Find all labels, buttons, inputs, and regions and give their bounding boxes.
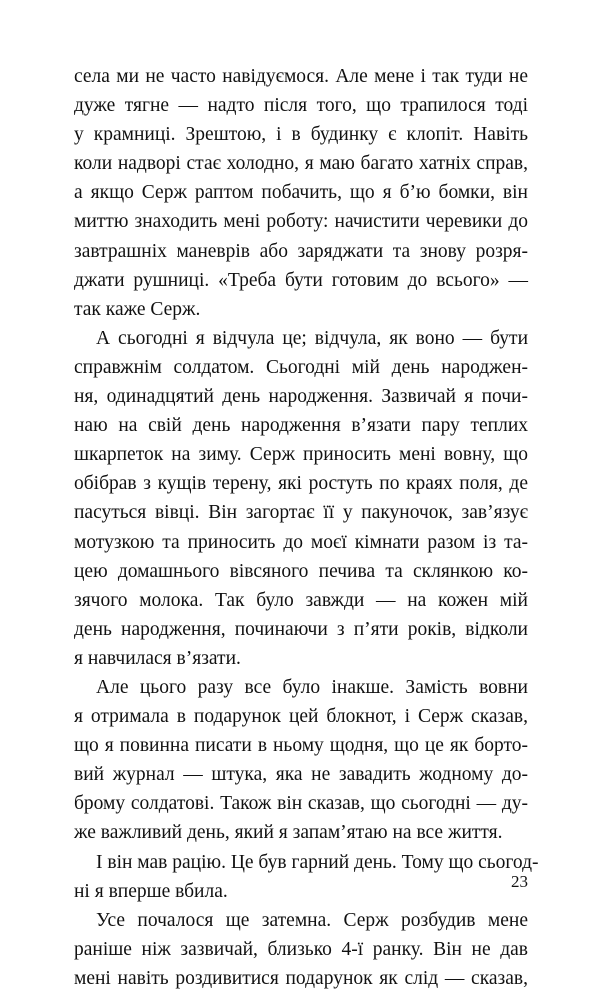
- text-line: цею домашнього вівсяного печива та склянкою ко-: [74, 560, 528, 582]
- text-line: а якщо Серж раптом побачить, що я б’ю бомки, він: [74, 182, 528, 204]
- text-line: джати рушниці. «Треба бути готовим до всього» —: [74, 269, 528, 291]
- text-line: наю на свій день народження в’язати пару теплих: [74, 415, 528, 437]
- text-line: я отримала в подарунок цей блокнот, і Серж сказав,: [74, 706, 528, 728]
- text-line: Але цього разу все було інакше. Замість вовни: [96, 676, 528, 698]
- text-line: коли надворі стає холодно, я маю багато хатніх справ,: [74, 153, 528, 175]
- text-line: так каже Серж.: [74, 298, 201, 320]
- page-body: [74, 62, 539, 993]
- text-line: брому солдатові. Також він сказав, що сьогодні — ду-: [74, 793, 528, 815]
- text-line: же важливий день, який я запам’ятаю на все життя.: [74, 822, 503, 844]
- text-line: раніше ніж зазвичай, близько 4-ї ранку. Він не дав: [74, 938, 528, 960]
- text-line: мотузкою та приносить до моєї кімнати разом із та-: [74, 531, 528, 553]
- text-line: дуже тягне — надто після того, що трапилося тоді: [74, 95, 528, 117]
- paragraph-2: [74, 324, 528, 673]
- text-line: що я повинна писати в ньому щодня, що це як борто-: [74, 735, 528, 757]
- text-line: І він мав рацію. Це був гарний день. Тому що сьогод-: [96, 851, 539, 873]
- text-line: я навчилася в’язати.: [74, 647, 241, 669]
- text-line: А сьогодні я відчула це; відчула, як воно — бути: [96, 327, 528, 349]
- text-line: день народження, починаючи з п’яти років, відколи: [74, 618, 528, 640]
- text-line: пасуться вівці. Він загортає її у пакуночок, зав’язує: [74, 502, 528, 524]
- paragraph-5: [74, 906, 528, 993]
- paragraph-4: [74, 848, 539, 906]
- text-line: мені навіть роздивитися подарунок як слід — сказав,: [74, 967, 528, 989]
- text-line: ні я вперше вбила.: [74, 880, 228, 902]
- text-line: у крамниці. Зрештою, і в будинку є клопіт. Навіть: [74, 124, 528, 146]
- page-number: 23: [511, 872, 528, 891]
- text-line: вий журнал — штука, яка не завадить жодному до-: [74, 764, 528, 786]
- paragraph-1: [74, 62, 528, 324]
- text-line: справжнім солдатом. Сьогодні мій день народжен-: [74, 356, 528, 378]
- text-line: миттю знаходить мені роботу: начистити черевики до: [74, 211, 528, 233]
- paragraph-3: [74, 673, 528, 848]
- text-line: села ми не часто навідуємося. Але мене і так туди не: [74, 66, 528, 87]
- text-line: зячого молока. Так було завжди — на кожен мій: [74, 589, 528, 611]
- text-line: шкарпеток на зиму. Серж приносить мені вовну, що: [74, 444, 528, 466]
- text-line: завтрашніх маневрів або заряджати та знову розря-: [74, 240, 528, 262]
- text-line: обібрав з кущів терену, які ростуть по краях поля, де: [74, 473, 528, 495]
- text-line: ня, одинадцятий день народження. Зазвичай я почи-: [74, 386, 528, 408]
- text-line: Усе почалося ще затемна. Серж розбудив мене: [96, 909, 528, 931]
